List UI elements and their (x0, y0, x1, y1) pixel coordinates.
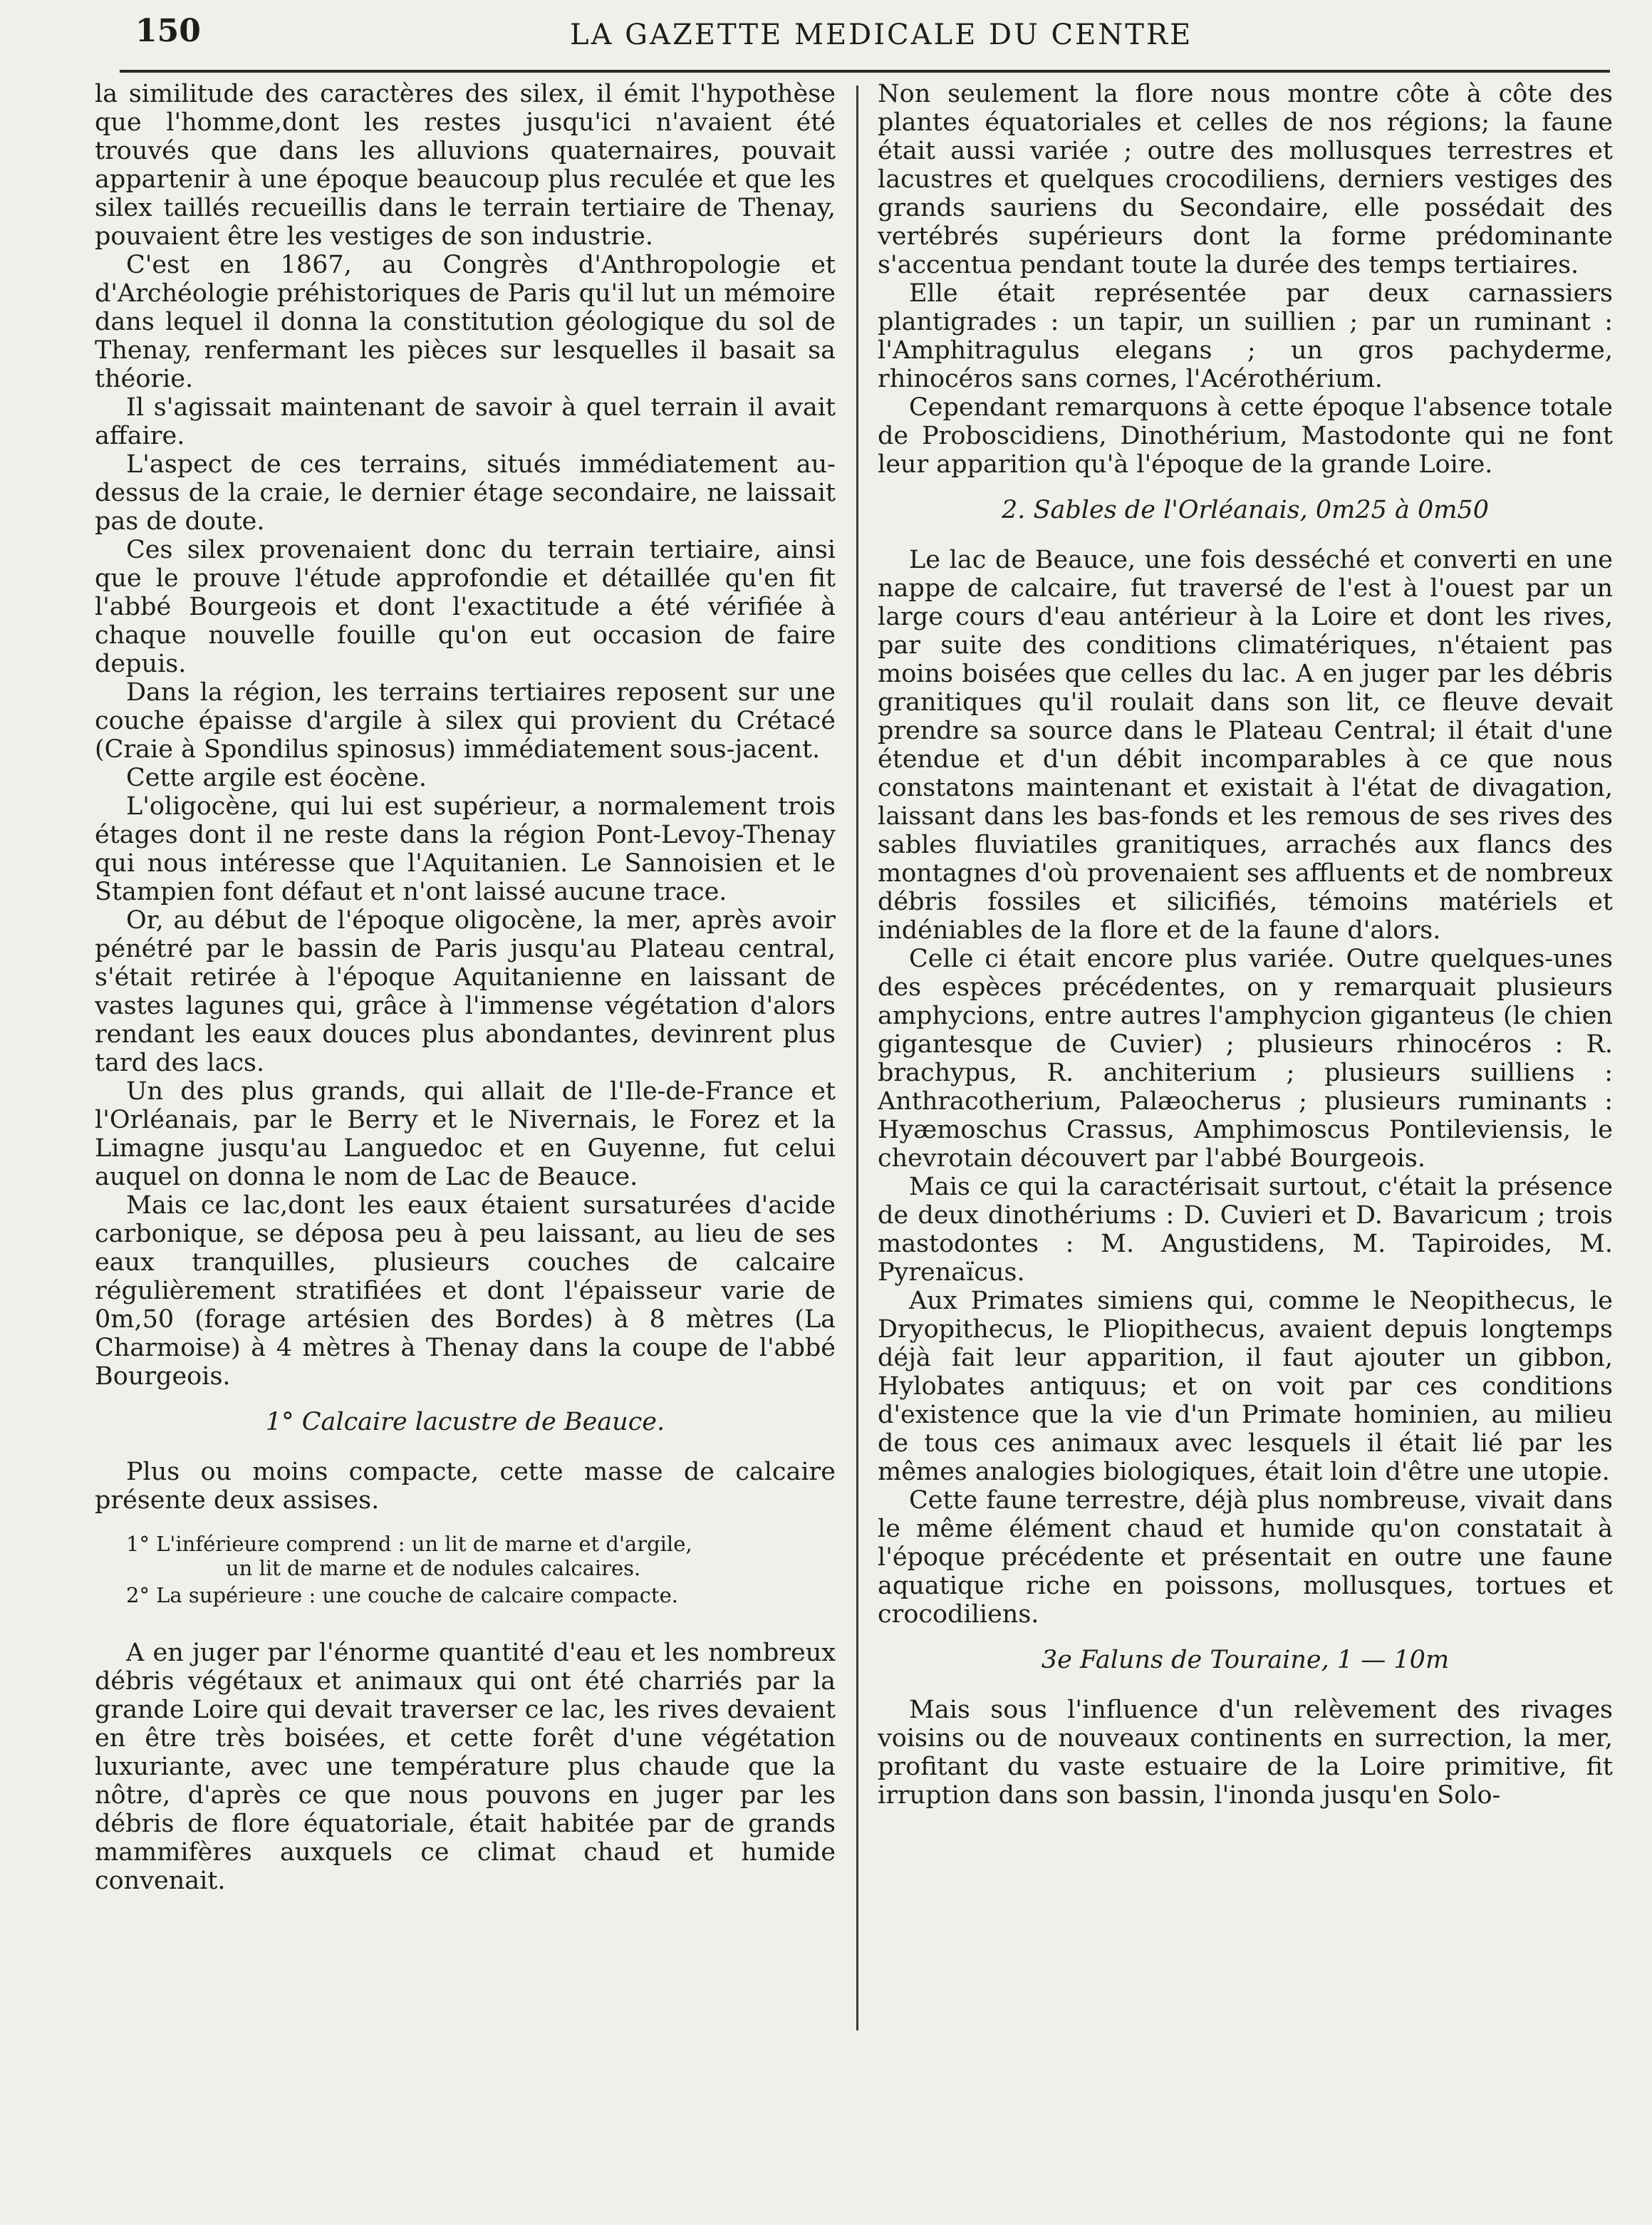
paragraph: Non seulement la flore nous montre côte à côte des plantes équatoriales et celles de nos régions; la faune était aussi variée ; outre des mollusques terrestres et lacustres et quelques crocodiliens, derniers vestiges des grands sauriens du Secondaire, elle possédait des vertébrés supérieurs dont la forme prédominante s'accentua pendant toute la durée des temps tertiaires. (878, 80, 1613, 279)
page-number: 150 (135, 13, 201, 49)
paragraph: la similitude des caractères des silex, il émit l'hypothèse que l'homme,dont les restes jusqu'ici n'avaient été trouvés que dans les alluvions quaternaires, pouvait appartenir à une époque beaucoup plus reculée et que les silex taillés recueillis dans le terrain tertiaire de Thenay, pouvaient être les vestiges de son industrie. (95, 80, 836, 251)
left-column (95, 80, 836, 1895)
list-item (95, 1583, 836, 1607)
paragraph: L'aspect de ces terrains, situés immédiatement au-dessus de la craie, le dernier étage secondaire, ne laissait pas de doute. (95, 450, 836, 536)
paragraph: L'oligocène, qui lui est supérieur, a normalement trois étages dont il ne reste dans la région Pont-Levoy-Thenay qui nous intéresse que l'Aquitanien. Le Sannoisien et le Stampien font défaut et n'ont laissé aucune trace. (95, 792, 836, 906)
paragraph: Cette argile est éocène. (126, 764, 427, 792)
page-header (135, 10, 1610, 60)
paragraph: Mais sous l'influence d'un relèvement des rivages voisins ou de nouveaux continents en surrection, la mer, profitant du vaste estuaire de la Loire primitive, fit irruption dans son bassin, l'inonda jusqu'en Solo- (878, 1696, 1613, 1810)
section-intro: Plus ou moins compacte, cette masse de calcaire présente deux assises. (95, 1458, 836, 1515)
paragraph: Il s'agissait maintenant de savoir à quel terrain il avait affaire. (95, 393, 836, 450)
list-item-line: 1° L'inférieure comprend : un lit de marne et d'argile, (126, 1532, 692, 1556)
section-heading-sables: 2. Sables de l'Orléanais, 0m25 à 0m50 (1002, 496, 1489, 524)
paragraph: Dans la région, les terrains tertiaires reposent sur une couche épaisse d'argile à silex qui provient du Crétacé (Craie à Spondilus spinosus) immédiatement sous-jacent. (95, 678, 836, 764)
right-column (878, 80, 1613, 1810)
column-divider (856, 85, 858, 2030)
paragraph: Un des plus grands, qui allait de l'Ile-de-France et l'Orléanais, par le Berry et le Nivernais, le Forez et la Limagne jusqu'au Languedoc et en Guyenne, fut celui auquel on donna le nom de Lac de Beauce. (95, 1077, 836, 1191)
paragraph: Celle ci était encore plus variée. Outre quelques-unes des espèces précédentes, on y remarquait plusieurs amphycions, entre autres l'amphycion giganteus (le chien gigantesque de Cuvier) ; plusieurs rhinocéros : R. brachypus, R. anchiterium ; plusieurs suilliens : Anthracotherium, Palæocherus ; plusieurs ruminants : Hyæmoschus Crassus, Amphimoscus Pontileviensis, le chevrotain découvert par l'abbé Bourgeois. (878, 945, 1613, 1173)
paragraph: Or, au début de l'époque oligocène, la mer, après avoir pénétré par le bassin de Paris jusqu'au Plateau central, s'était retirée à l'époque Aquitanienne en laissant de vastes lagunes qui, grâce à l'immense végétation d'alors rendant les eaux douces plus abondantes, devinrent plus tard des lacs. (95, 906, 836, 1077)
list-item-line: un lit de marne et de nodules calcaires. (226, 1556, 641, 1580)
paragraph: C'est en 1867, au Congrès d'Anthropologie et d'Archéologie préhistoriques de Paris qu'il lut un mémoire dans lequel il donna la constitution géologique du sol de Thenay, renfermant les pièces sur lesquelles il basait sa théorie. (95, 251, 836, 393)
paragraph: A en juger par l'énorme quantité d'eau et les nombreux débris végétaux et animaux qui ont été charriés par la grande Loire qui devait traverser ce lac, les rives devaient en être très boisées, et cette forêt d'une végétation luxuriante, avec une température plus chaude que la nôtre, d'après ce que nous pouvons en juger par les débris de flore équatoriale, était habitée par de grands mammifères auxquels ce climat chaud et humide convenait. (95, 1639, 836, 1895)
paragraph: Aux Primates simiens qui, comme le Neopithecus, le Dryopithecus, le Pliopithecus, avaient depuis longtemps déjà fait leur apparition, il faut ajouter un gibbon, Hylobates antiquus; et on voit par ces conditions d'existence que la vie d'un Primate hominien, au milieu de tous ces animaux avec lesquels il était lié par les mêmes analogies biologiques, était loin d'être une utopie. (878, 1287, 1613, 1486)
paragraph: Cependant remarquons à cette époque l'absence totale de Proboscidiens, Dinothérium, Mastodonte qui ne font leur apparition qu'à l'époque de la grande Loire. (878, 393, 1613, 479)
header-rule (120, 70, 1610, 73)
running-title: LA GAZETTE MEDICALE DU CENTRE (570, 19, 1193, 51)
paragraph: Cette faune terrestre, déjà plus nombreuse, vivait dans le même élément chaud et humide qu'on constatait à l'époque précédente et présentait en outre une faune aquatique riche en poissons, mollusques, tortues et crocodiliens. (878, 1486, 1613, 1629)
paragraph: Mais ce qui la caractérisait surtout, c'était la présence de deux dinothériums : D. Cuvieri et D. Bavaricum ; trois mastodontes : M. Angustidens, M. Tapiroides, M. Pyrenaïcus. (878, 1173, 1613, 1287)
paragraph: Elle était représentée par deux carnassiers plantigrades : un tapir, un suillien ; par un ruminant : l'Amphitragulus elegans ; un gros pachyderme, rhinocéros sans cornes, l'Acérothérium. (878, 279, 1613, 393)
list-item (95, 1532, 836, 1580)
paragraph: Mais ce lac,dont les eaux étaient sursaturées d'acide carbonique, se déposa peu à peu laissant, au lieu de ses eaux tranquilles, plusieurs couches de calcaire régulièrement stratifiées et dont l'épaisseur varie de 0m,50 (forage artésien des Bordes) à 8 mètres (La Charmoise) à 4 mètres à Thenay dans la coupe de l'abbé Bourgeois. (95, 1191, 836, 1391)
list-item-line: 2° La supérieure : une couche de calcaire compacte. (126, 1583, 678, 1607)
section-heading-calcaire: 1° Calcaire lacustre de Beauce. (265, 1408, 665, 1436)
section-heading-faluns: 3e Faluns de Touraine, 1 — 10m (1041, 1646, 1450, 1674)
strata-list (95, 1532, 836, 1607)
paragraph: Ces silex provenaient donc du terrain tertiaire, ainsi que le prouve l'étude approfondie et détaillée qu'en fit l'abbé Bourgeois et dont l'exactitude a été vérifiée à chaque nouvelle fouille qu'on eut occasion de faire depuis. (95, 536, 836, 678)
paragraph: Le lac de Beauce, une fois desséché et converti en une nappe de calcaire, fut traversé de l'est à l'ouest par un large cours d'eau antérieur à la Loire et dont les rives, par suite des conditions climatériques, n'étaient pas moins boisées que celles du lac. A en juger par les débris granitiques qu'il roulait dans son lit, ce fleuve devait prendre sa source dans le Plateau Central; il était d'une étendue et d'un débit incomparables à ce que nous constatons maintenant et existait à l'état de divagation, laissant dans les bas-fonds et les remous de ses rives des sables fluviatiles granitiques, arrachés aux flancs des montagnes d'où provenaient ses affluents et de nombreux débris fossiles et silicifiés, témoins matériels et indéniables de la flore et de la faune d'alors. (878, 546, 1613, 945)
